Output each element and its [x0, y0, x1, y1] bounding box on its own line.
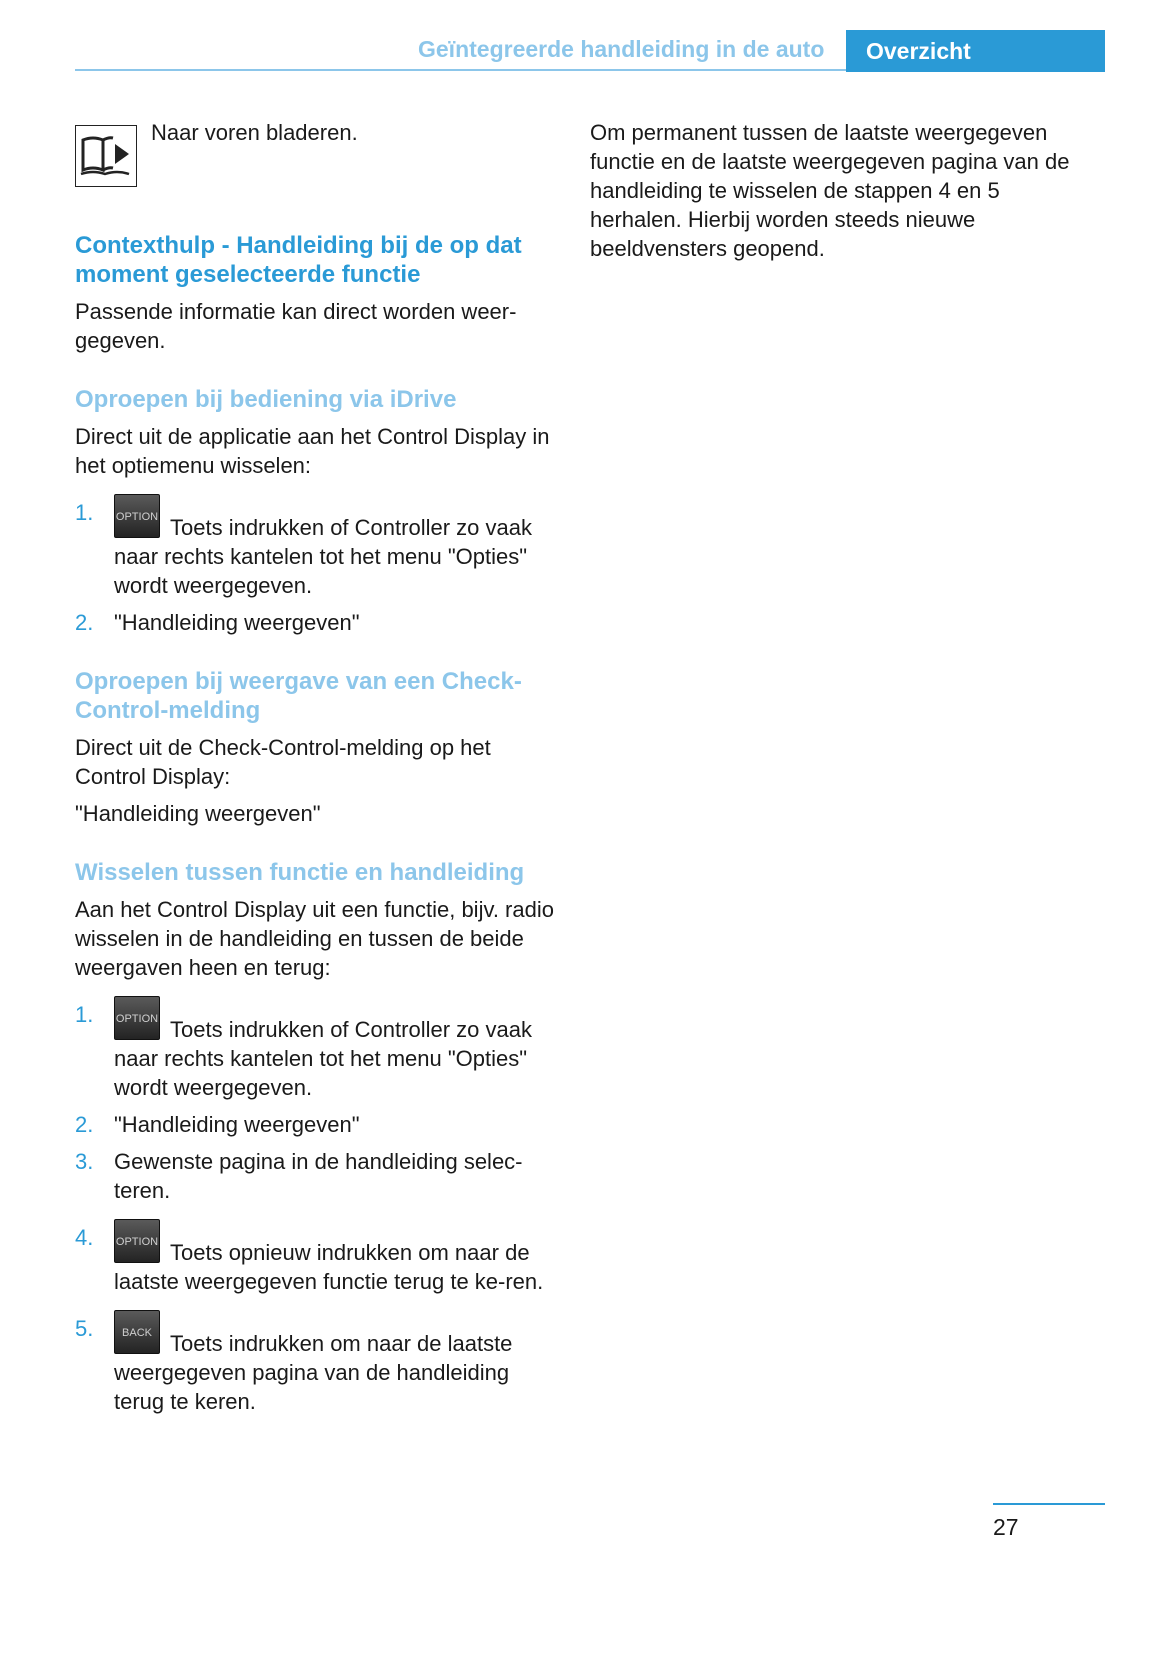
step-text: Toets indrukken of Controller zo vaak naar rechts kantelen tot het menu "Opties" wordt weergegeven. [114, 515, 532, 598]
header-rule [75, 69, 846, 71]
check-control-intro: Direct uit de Check-Control-melding op het Control Display: [75, 735, 491, 789]
step-text: Gewenste pagina in de handleiding selec-teren. [114, 1149, 523, 1203]
step-number: 2. [75, 1112, 94, 1137]
step-number: 1. [75, 500, 94, 525]
option-key-icon: OPTION [114, 494, 160, 538]
idrive-heading: Oproepen bij bediening via iDrive [75, 386, 457, 413]
step-number: 1. [75, 1002, 94, 1027]
step-number: 4. [75, 1225, 94, 1250]
idrive-intro: Direct uit de applicatie aan het Control Display in het optiemenu wisselen: [75, 424, 550, 478]
step-number: 2. [75, 610, 94, 635]
step-text: Toets indrukken of Controller zo vaak naar rechts kantelen tot het menu "Opties" wordt weergegeven. [114, 1017, 532, 1100]
check-control-heading: Oproepen bij weergave van een Check-Control-melding [75, 668, 522, 724]
step-item [75, 1314, 565, 1416]
step-number: 3. [75, 1149, 94, 1174]
context-help-intro: Passende informatie kan direct worden weer-gegeven. [75, 299, 517, 353]
left-column [75, 118, 565, 1424]
idrive-steps [75, 498, 565, 637]
step-item [75, 608, 565, 637]
back-key-icon: BACK [114, 1310, 160, 1354]
option-key-icon: OPTION [114, 1219, 160, 1263]
page-forward-label: Naar voren bladeren. [151, 120, 358, 145]
switch-heading: Wisselen tussen functie en handleiding [75, 859, 525, 886]
step-item [75, 1110, 565, 1139]
step-item [75, 1000, 565, 1102]
page-number-rule [993, 1503, 1105, 1505]
step-item [75, 1147, 565, 1205]
header-section-title: Geïntegreerde handleiding in de auto [418, 36, 825, 62]
option-key-icon: OPTION [114, 996, 160, 1040]
book-forward-icon [75, 125, 137, 187]
header-chapter-tab: Overzicht [846, 30, 1105, 72]
context-help-heading: Contexthulp - Handleiding bij de op dat moment geselecteerde functie [75, 232, 522, 288]
step-text: "Handleiding weergeven" [114, 1112, 360, 1137]
step-text: Toets opnieuw indrukken om naar de laatste weergegeven functie terug te ke-ren. [114, 1240, 544, 1294]
switch-intro: Aan het Control Display uit een functie, bijv. radio wisselen in de handleiding en tussen de beide weergaven heen en terug: [75, 897, 554, 980]
switch-steps [75, 1000, 565, 1416]
step-item [75, 498, 565, 600]
check-control-action: "Handleiding weergeven" [75, 801, 321, 826]
step-item [75, 1223, 565, 1296]
page-number: 27 [993, 1514, 1019, 1540]
step-number: 5. [75, 1316, 94, 1341]
right-column [590, 118, 1090, 271]
step-text: "Handleiding weergeven" [114, 610, 360, 635]
step-text: Toets indrukken om naar de laatste weergegeven pagina van de handleiding terug te keren. [114, 1331, 513, 1414]
page-forward-row [75, 118, 565, 187]
right-column-text: Om permanent tussen de laatste weergegeven functie en de laatste weergegeven pagina van de handleiding te wisselen de stappen 4 en 5 herhalen. Hierbij worden steeds nieuwe beeldvensters geopend. [590, 120, 1070, 261]
